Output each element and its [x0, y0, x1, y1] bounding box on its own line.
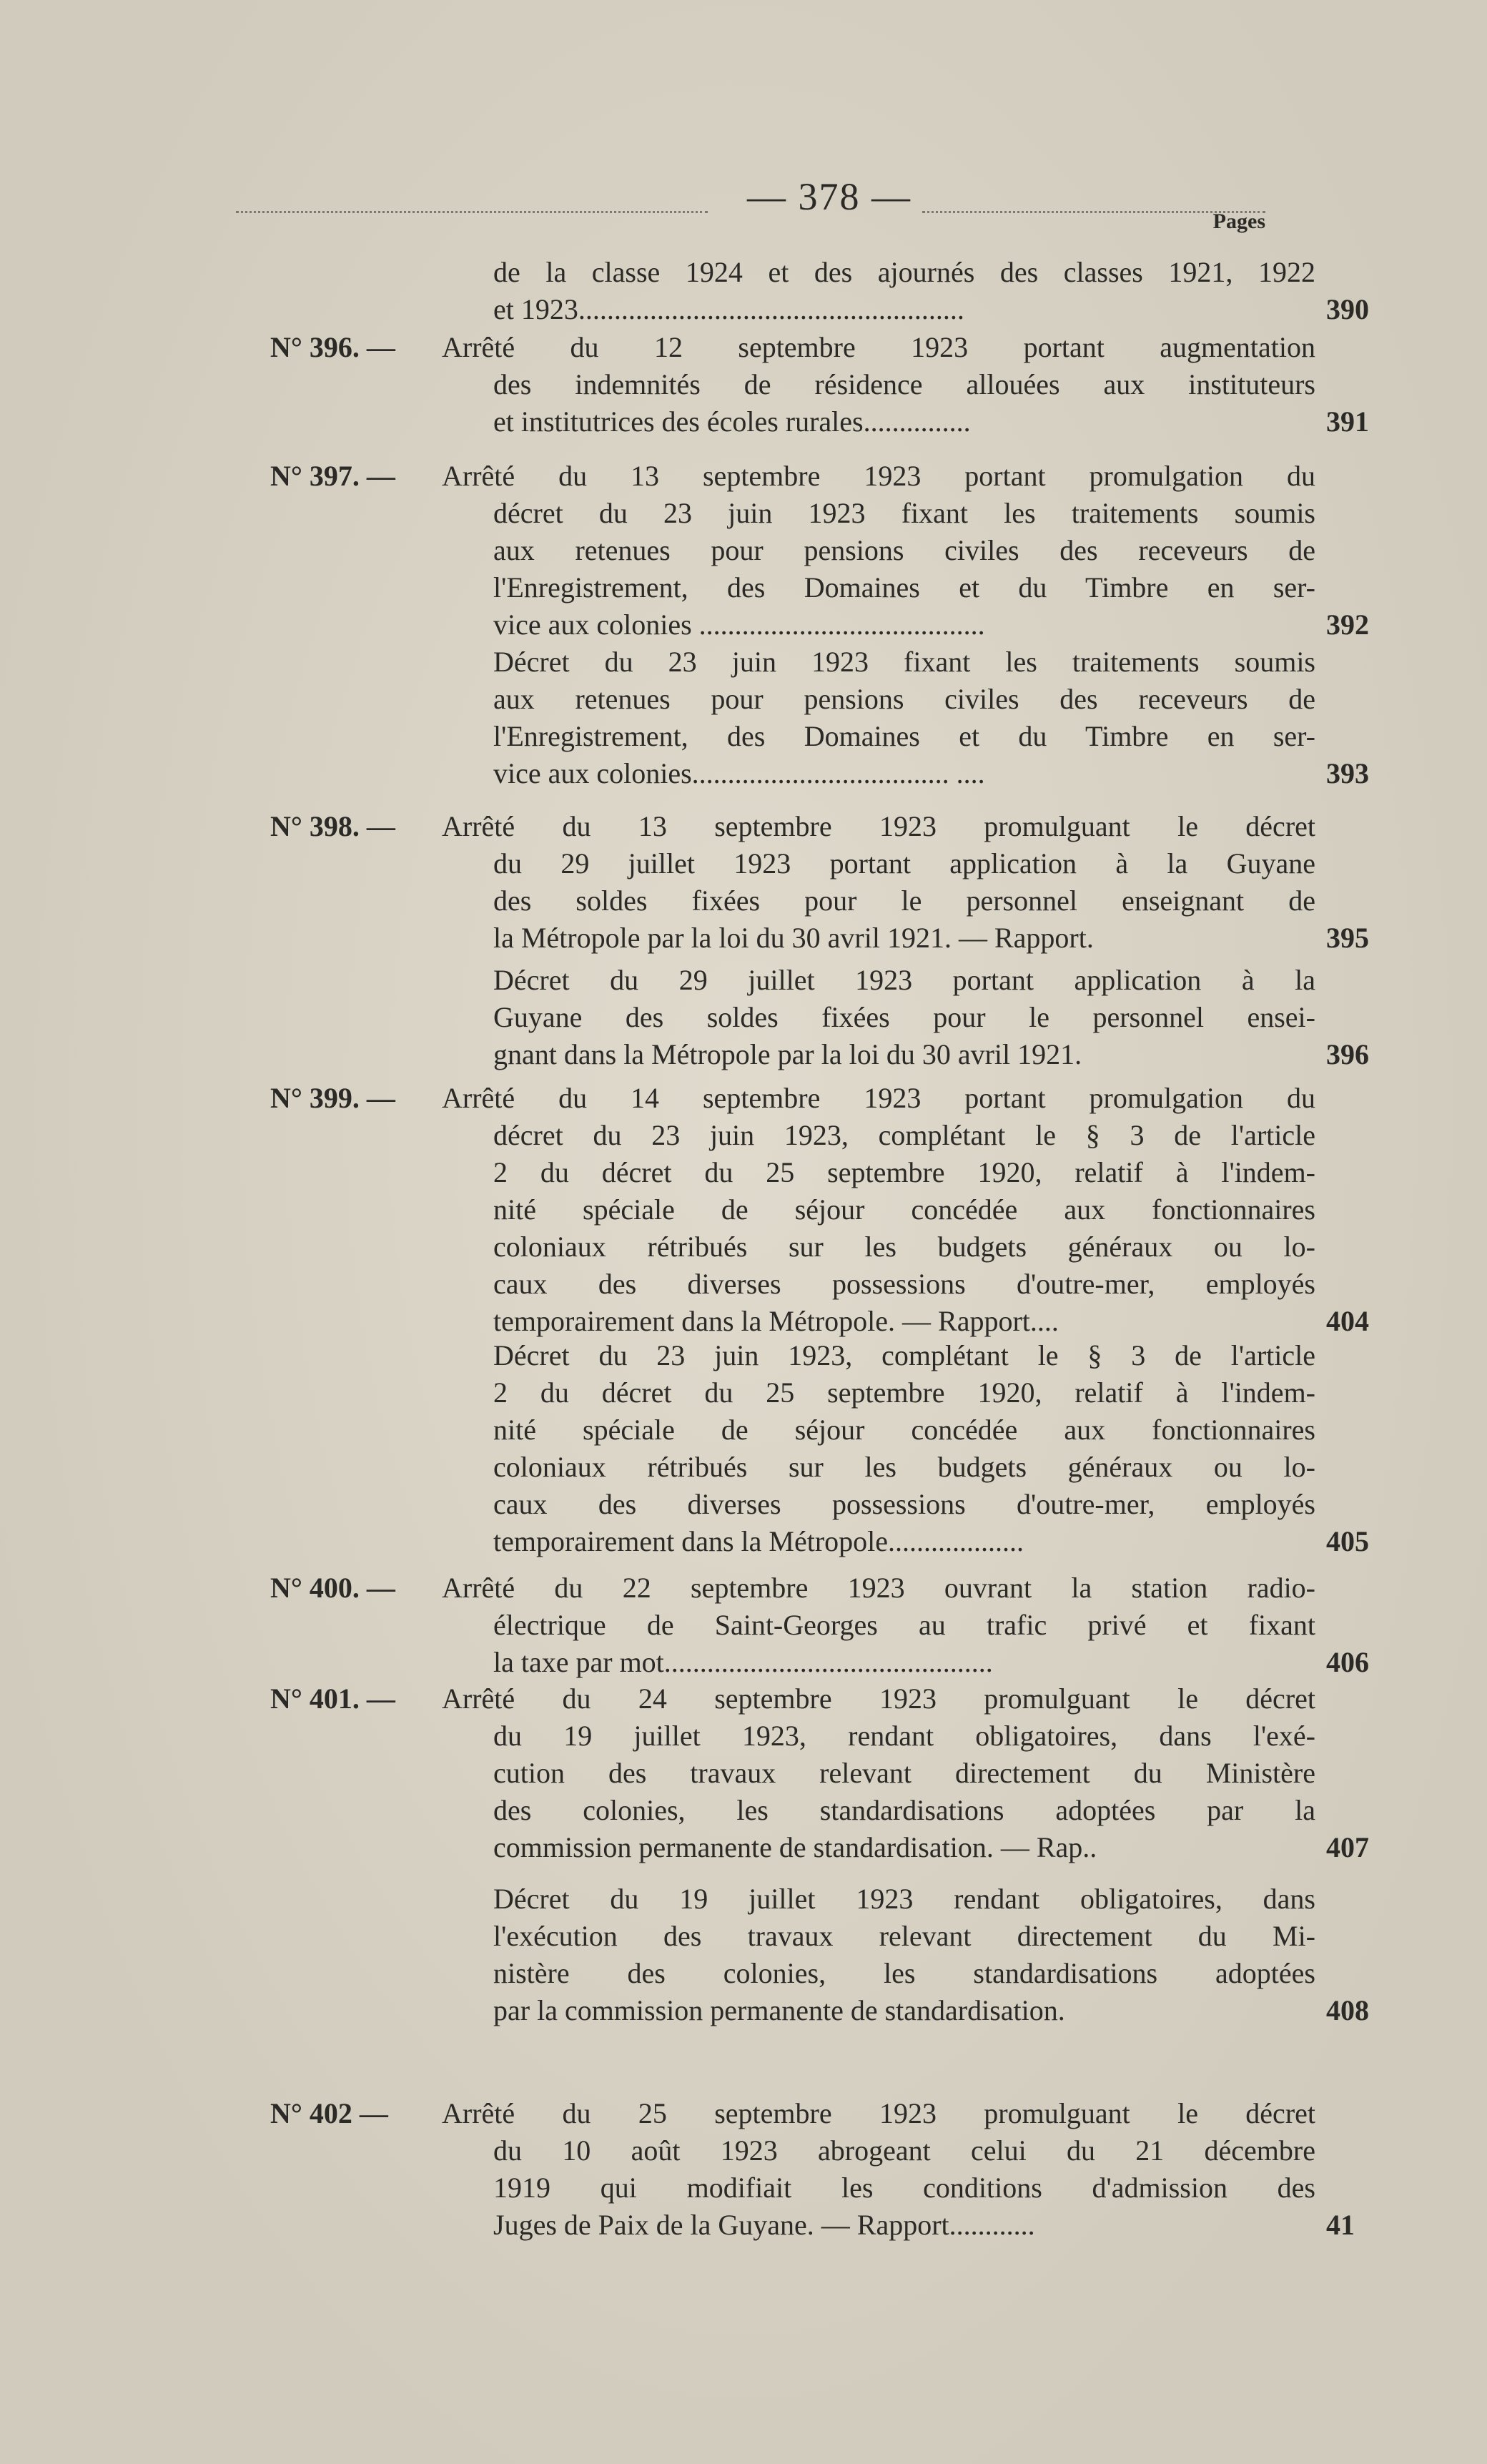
entry-line: nistère des colonies, les standardisations adoptées — [493, 1957, 1315, 1989]
entry-line: 1919 qui modifiait les conditions d'admission des — [493, 2172, 1315, 2204]
page-reference: 390 — [1326, 293, 1369, 325]
entry-line: cution des travaux relevant directement du Ministère — [493, 1757, 1315, 1789]
page-reference: 408 — [1326, 1994, 1369, 2026]
page-reference: 407 — [1326, 1831, 1369, 1863]
entry-line: Décret du 23 juin 1923, complétant le § 3 de l'article — [493, 1339, 1315, 1371]
entry-line: Arrêté du 13 septembre 1923 portant promulgation du — [442, 460, 1315, 492]
header-rule-left — [236, 211, 708, 213]
entry-line: aux retenues pour pensions civiles des receveurs de — [493, 683, 1315, 715]
page-reference: 395 — [1326, 922, 1369, 954]
entry-line: Arrêté du 12 septembre 1923 portant augmentation — [442, 331, 1315, 363]
entry-line: par la commission permanente de standardisation. — [493, 1994, 1065, 2026]
entry-line: l'Enregistrement, des Domaines et du Timbre en ser- — [493, 571, 1315, 603]
entry-line: Juges de Paix de la Guyane. — Rapport............ — [493, 2209, 1035, 2241]
entry-line: vice aux colonies.................................... .... — [493, 757, 985, 789]
entry-line: temporairement dans la Métropole................... — [493, 1525, 1024, 1557]
entry-line: 2 du décret du 25 septembre 1920, relatif à l'indem- — [493, 1376, 1315, 1409]
entry-line: 2 du décret du 25 septembre 1920, relatif à l'indem- — [493, 1156, 1315, 1188]
page-reference: 405 — [1326, 1525, 1369, 1557]
entry-number: N° 396. — — [270, 331, 395, 363]
entry-line: décret du 23 juin 1923 fixant les traitements soumis — [493, 497, 1315, 529]
entry-line: Guyane des soldes fixées pour le personnel ensei- — [493, 1001, 1315, 1033]
entry-line: aux retenues pour pensions civiles des receveurs de — [493, 534, 1315, 566]
page-number: — 378 — — [747, 175, 912, 218]
entry-line: vice aux colonies ........................................ — [493, 608, 985, 641]
entry-line: gnant dans la Métropole par la loi du 30 avril 1921. — [493, 1038, 1082, 1070]
entry-line: nité spéciale de séjour concédée aux fonctionnaires — [493, 1414, 1315, 1446]
entry-number: N° 398. — — [270, 810, 395, 842]
entry-line: du 19 juillet 1923, rendant obligatoires, dans l'exé- — [493, 1720, 1315, 1752]
entry-line: décret du 23 juin 1923, complétant le § 3 de l'article — [493, 1119, 1315, 1151]
pages-column-label: Pages — [1212, 210, 1265, 233]
entry-line: Arrêté du 24 septembre 1923 promulguant le décret — [442, 1682, 1315, 1715]
entry-line: Arrêté du 25 septembre 1923 promulguant le décret — [442, 2097, 1315, 2129]
entry-number: N° 400. — — [270, 1572, 395, 1604]
entry-line: de la classe 1924 et des ajournés des classes 1921, 1922 — [493, 256, 1315, 288]
entry-line: Décret du 23 juin 1923 fixant les traitements soumis — [493, 646, 1315, 678]
entry-line: Arrêté du 13 septembre 1923 promulguant le décret — [442, 810, 1315, 842]
entry-number: N° 402 — — [270, 2097, 388, 2129]
entry-line: commission permanente de standardisation. — Rap.. — [493, 1831, 1097, 1863]
page-reference: 392 — [1326, 608, 1369, 641]
entry-line: coloniaux rétribués sur les budgets généraux ou lo- — [493, 1451, 1315, 1483]
entry-number: N° 401. — — [270, 1682, 395, 1715]
page-header — [236, 168, 1265, 247]
page-reference: 396 — [1326, 1038, 1369, 1070]
entry-line: caux des diverses possessions d'outre-mer, employés — [493, 1488, 1315, 1520]
entry-line: et institutrices des écoles rurales............... — [493, 405, 971, 438]
entry-line: et 1923...................................................... — [493, 293, 964, 325]
page-reference: 41 — [1326, 2209, 1355, 2241]
entry-line: coloniaux rétribués sur les budgets généraux ou lo- — [493, 1231, 1315, 1263]
entry-line: l'Enregistrement, des Domaines et du Timbre en ser- — [493, 720, 1315, 752]
entry-line: l'exécution des travaux relevant directement du Mi- — [493, 1920, 1315, 1952]
entry-line: nité spéciale de séjour concédée aux fonctionnaires — [493, 1193, 1315, 1226]
page-reference: 404 — [1326, 1305, 1369, 1337]
entry-line: des soldes fixées pour le personnel enseignant de — [493, 884, 1315, 917]
entry-line: électrique de Saint-Georges au trafic privé et fixant — [493, 1609, 1315, 1641]
entry-line: Décret du 29 juillet 1923 portant application à la — [493, 964, 1315, 996]
entry-line: temporairement dans la Métropole. — Rapport.... — [493, 1305, 1059, 1337]
entry-line: caux des diverses possessions d'outre-mer, employés — [493, 1268, 1315, 1300]
page-reference: 391 — [1326, 405, 1369, 438]
entry-line: du 10 août 1923 abrogeant celui du 21 décembre — [493, 2134, 1315, 2167]
entry-line: la taxe par mot.............................................. — [493, 1646, 993, 1678]
entry-line: du 29 juillet 1923 portant application à la Guyane — [493, 847, 1315, 879]
entry-line: des indemnités de résidence allouées aux instituteurs — [493, 368, 1315, 400]
entry-line: la Métropole par la loi du 30 avril 1921. — Rapport. — [493, 922, 1094, 954]
page-reference: 406 — [1326, 1646, 1369, 1678]
entry-line: Décret du 19 juillet 1923 rendant obligatoires, dans — [493, 1883, 1315, 1915]
entry-line: Arrêté du 14 septembre 1923 portant promulgation du — [442, 1082, 1315, 1114]
entry-line: Arrêté du 22 septembre 1923 ouvrant la station radio- — [442, 1572, 1315, 1604]
entry-line: des colonies, les standardisations adoptées par la — [493, 1794, 1315, 1826]
entry-number: N° 399. — — [270, 1082, 395, 1114]
entry-number: N° 397. — — [270, 460, 395, 492]
page-reference: 393 — [1326, 757, 1369, 789]
